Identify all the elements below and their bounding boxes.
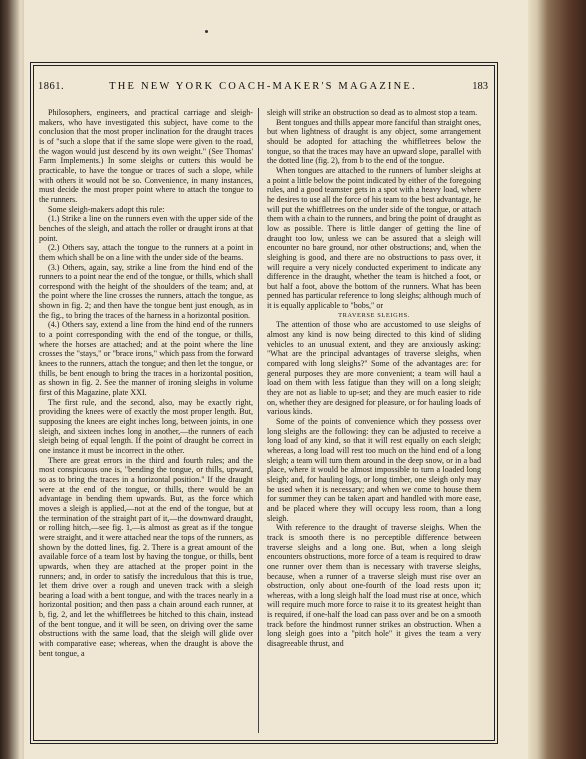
running-head [34,81,492,95]
page-mark [205,30,208,33]
header-year: 1861. [38,81,65,92]
right-column [267,108,481,733]
paragraph: Some sleigh-makers adopt this rule: [48,204,165,214]
paragraph: Bent tongues and thills appear more fanciful than straight ones, but when lightness of draught is any object, some arrangement should be adopted for attaching the whiffletrees below the tongue, so that the traces may have an upward slope, parallel with the dotted line (fig. 2), from b to the end of the tongue. [267,117,481,166]
paragraph: Philosophers, engineers, and practical carriage and sleigh-makers, who have investigated this subject, have come to the conclusion that the most proper inclination for the draught traces is of "such a slope that if the same slope were given to the road, the wagon would just descend by its own weight." (See Thomas' Farm Implements.) In some sleighs or cutters this would be practicable, to have the tongue or traces of such a slope, while with others it would not be so. Convenience, in many instances, must decide the most proper point where to attach the tongue to the runners. [39,108,253,204]
paragraph: (4.) Others say, extend a line from the hind end of the runners to a point corresponding with the end of the tongue, or thills, where the horses are attached; and at the point where the line crosses the "stays," or "brace irons," which pass from the forward knees to the runners, attach the tongue; and then let the tongue, or thills, be bent enough to bring the traces in a horizontal position, as shown in fig. 2. See the manner of ironing sleighs in volume first of this Magazine, plate XXI. [39,320,253,398]
paragraph: sleigh will strike an obstruction so dead as to almost stop a team. [267,108,478,117]
magazine-title: THE NEW YORK COACH-MAKER'S MAGAZINE. [109,81,417,92]
book-left-edge [0,0,26,759]
paragraph: There are great errors in the third and fourth rules; and the most conspicuous one is, "bending the tongue, or thills, upward, so as to bring the traces in a horizontal position." If the draught were at the end of the tongue, or thills, there would be an advantage in bending them upwards. But, as the force which moves a sleigh is applied,—not at the end of the tongue, but at the termination of the straight part of it,—the downward draught, or rolling hitch,—see fig. 1,—is almost as great as if the tongue were straight, and it were attached near the tops of the runners, as shown by the dotted lines, fig. 2. There is a great amount of the available force of a team lost by having the tongue, or thills, bent upwards, when they are attached at the proper point in the runners; and, in order to satisfy the incredulous that this is true, let them drive over a rough and uneven track with a sleigh bearing a load with a bent tongue, and with the traces nearly in a horizontal position; and then pass a chain around each runner, at b, fig. 2, and let the whiffletrees be hitched to this chain, instead of the bent tongue, and it will be seen, on driving over the same obstructions with the same load, that the sleigh will glide over with comparative ease; whereas, when the draught is above the bent tongue, a [39,455,253,658]
paragraph: (3.) Others, again, say, strike a line from the hind end of the runners to a point near the end of the tongue, or thills, which shall correspond with the height of the shoulders of the team; and, at the point where the line crosses the runners, attach the tongue, as shown in fig. 2; and then have the tongue bent just enough, as in the fig., to bring the traces of the harness in a horizontal position. [39,262,253,320]
column-divider [258,108,259,733]
paragraph: Some of the points of convenience which they possess over long sleighs are the following: they can be adjusted to receive a long load of any kind, so that it will rest equally on each sleigh; whereas, a long load will rest too much on the hind end of a long sleigh; a team will turn them around in the deep snow, or in a bad place, where it would be almost impossible to turn a loaded long sleigh; and, for hauling logs, or long timber, one sleigh only may be used when it is necessary; and when we come to house them for summer they can be taken apart and handled with more ease, and be placed where they will occupy less room, than a long sleigh. [267,417,481,523]
paragraph: When tongues are attached to the runners of lumber sleighs at a point a little below the point indicated by either of the foregoing rules, and a good teamster gets in a spot with a heavy load, where he desires to use all the force of his team to the best advantage, he will put the whiffletrees on the under side of the tongue, or attach them with a chain to the runners, and bring the point of draught as low as possible. There is little danger of getting the line of draught too low, unless we can be assured that a sleigh will encounter no bare ground, nor other obstructions; and, when the sleighing is good, and there are no obstructions to pass over, it will require a very nicely conducted experiment to indicate any difference in the draught, whether the team is hitched a foot, or but half a foot, above the bottom of the runners. What has been penned has particular reference to long sleighs; although much of it is equally applicable to "bobs," or [267,165,481,311]
paragraph: The attention of those who are accustomed to use sleighs of almost any kind is now being directed to this kind of sliding vehicles to an unusual extent, and they are anxiously asking: "What are the principal advantages of traverse sleighs, when compared with long sleighs?" Some of the advantages are: for general purposes they are more convenient; a team will haul a load on them with less fatigue than they will on a long sleigh; they are not as liable to up-set; and they are much easier to ride on, whether they are designed for pleasure, or for hauling loads of various kinds. [267,320,481,417]
left-column [39,108,253,733]
paragraph: (2.) Others say, attach the tongue to the runners at a point in them which shall be on a line with the under side of the beams. [39,243,253,262]
paragraph: With reference to the draught of traverse sleighs. When the track is smooth there is no perceptible difference between traverse sleighs and a long one. But, when a long sleigh encounters obstructions, more force of a team is required to draw one runner over them than is necessary with traverse sleighs, because, when a runner of a traverse sleigh must rise over an obstruction, only about one-fourth of the load rests upon it; whereas, with a long sleigh half the load must rise at once, which will require much more force to raise it to its greatest height than is required, if one-half the load can pass over and be on a smooth track before the hindmost runner strikes an obstruction. When a long sleigh goes into a "pitch hole" it gives the team a very disagreeable thrust, and [267,523,481,649]
paragraph: (1.) Strike a line on the runners even with the upper side of the benches of the sleigh, and attach the roller or draught irons at that point. [39,214,253,243]
book-right-edge [528,0,586,759]
section-heading: TRAVERSE SLEIGHS. [338,311,410,319]
paragraph: The first rule, and the second, also, may be exactly right, providing the knees were of exactly the most proper length. But, supposing the knees are eight inches long, between joints, in one sleigh, and sixteen inches long in another,—the runners of each sleigh being of equal length. If the point of draught be correct in one instance it must be incorrect in the other. [39,397,253,455]
page-number: 183 [472,81,488,92]
